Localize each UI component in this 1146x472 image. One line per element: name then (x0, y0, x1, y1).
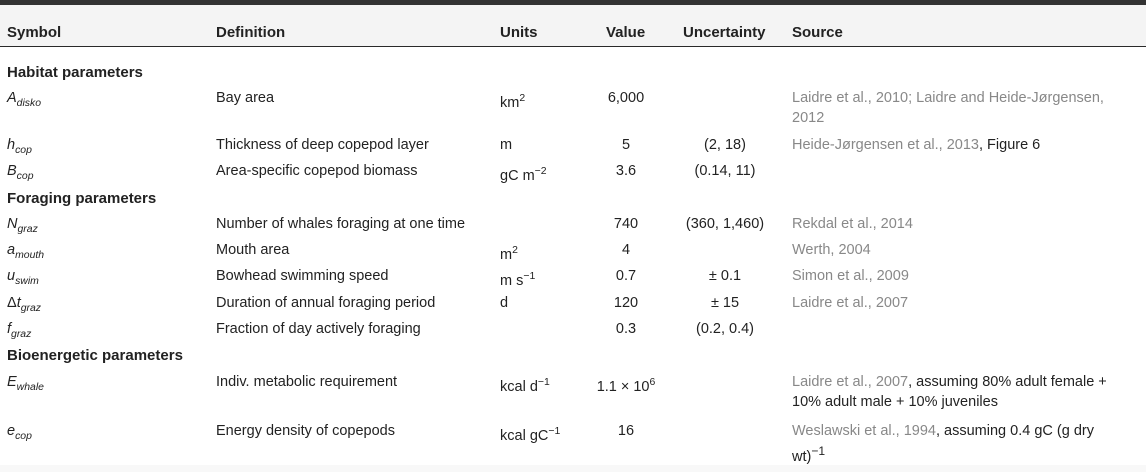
source-citation: Rekdal et al., 2014 (792, 216, 913, 232)
units-superscript: −1 (537, 377, 550, 388)
symbol-subscript: graz (11, 328, 32, 340)
bottom-strip (0, 465, 1146, 472)
source-continuation: 10% adult male + 10% juveniles (792, 394, 998, 410)
section-foraging-parameters: Foraging parameters (7, 190, 157, 207)
symbol-base: e (7, 423, 16, 439)
value-text: 5 (621, 137, 631, 153)
units-cell (500, 88, 525, 114)
source-continuation: 2012 (792, 110, 825, 126)
value-text: 4 (621, 242, 631, 258)
source-citation: Werth, 2004 (792, 242, 871, 258)
symbol-cell (7, 135, 32, 161)
source-citation: Simon et al., 2009 (792, 268, 909, 284)
units-cell (500, 135, 512, 156)
value-cell (566, 88, 686, 109)
source-note: , assuming 0.4 gC (g dry (936, 423, 1094, 439)
definition-cell: Indiv. metabolic requirement (216, 374, 398, 390)
symbol-subscript: graz (17, 223, 38, 235)
symbol-cell (7, 421, 32, 447)
source-cell-line2 (792, 441, 825, 468)
symbol-cell (7, 372, 44, 398)
value-text: 1.1 × 10 (596, 378, 650, 395)
definition-cell: Energy density of copepods (216, 423, 395, 439)
section-bioenergetic-parameters: Bioenergetic parameters (7, 347, 183, 364)
symbol-subscript: graz (20, 302, 42, 314)
header-units: Units (500, 24, 538, 41)
symbol-base: N (7, 216, 18, 232)
units-superscript: −1 (523, 271, 536, 282)
source-cell (792, 240, 871, 261)
uncertainty-cell: (360, 1,460) (685, 216, 765, 232)
units-superscript: −1 (548, 426, 561, 437)
units-text: km (500, 94, 520, 111)
uncertainty-cell: (0.2, 0.4) (695, 321, 755, 337)
definition-cell: Area-specific copepod biomass (216, 163, 418, 179)
source-note: , assuming 80% adult female + (908, 374, 1107, 390)
definition-cell: Bowhead swimming speed (216, 268, 389, 284)
symbol-cell (7, 161, 34, 187)
symbol-base: B (7, 163, 17, 179)
symbol-base: h (7, 137, 16, 153)
symbol-subscript: disko (16, 97, 42, 109)
symbol-prefix: Δ (7, 295, 17, 311)
units-text: gC m (500, 167, 535, 184)
symbol-subscript: mouth (15, 249, 45, 261)
definition-cell: Thickness of deep copepod layer (216, 137, 429, 153)
definition-cell: Mouth area (216, 242, 290, 258)
source-citation: Heide-Jørgensen et al., 2013 (792, 137, 979, 153)
source-continuation: wt) (792, 448, 812, 465)
header-source: Source (792, 24, 843, 41)
source-cell-line2 (792, 108, 824, 129)
symbol-subscript: swim (15, 275, 39, 287)
units-cell (500, 421, 560, 447)
symbol-subscript: whale (16, 381, 44, 393)
symbol-subscript: cop (16, 170, 34, 182)
value-text: 16 (617, 423, 635, 439)
symbol-subscript: cop (15, 144, 32, 156)
header-symbol: Symbol (7, 24, 62, 41)
symbol-cell (7, 319, 31, 345)
header-value: Value (606, 24, 646, 41)
value-text: 740 (613, 216, 639, 232)
header-uncertainty: Uncertainty (683, 24, 766, 41)
uncertainty-cell: (0.14, 11) (694, 163, 756, 179)
value-cell (566, 372, 686, 398)
units-text: kcal gC (500, 427, 549, 444)
value-text: 120 (613, 295, 639, 311)
symbol-base: t (16, 295, 21, 311)
source-superscript: −1 (811, 444, 826, 458)
value-text: 0.3 (615, 321, 637, 337)
units-text: kcal d (500, 378, 538, 395)
units-superscript: −2 (534, 166, 547, 177)
source-cell (792, 266, 909, 287)
symbol-cell (7, 266, 39, 292)
symbol-cell (7, 88, 41, 114)
definition-cell: Fraction of day actively foraging (216, 321, 421, 337)
value-superscript: 6 (649, 377, 656, 388)
source-cell (792, 421, 1094, 442)
source-note: , Figure 6 (979, 137, 1041, 153)
value-text: 6,000 (607, 90, 645, 106)
symbol-base: E (7, 374, 17, 390)
units-cell (500, 293, 508, 314)
uncertainty-cell: (2, 18) (704, 137, 746, 153)
units-cell (500, 240, 518, 266)
source-cell (792, 293, 908, 314)
uncertainty-cell: ± 15 (710, 295, 740, 311)
symbol-base: f (7, 321, 12, 337)
units-cell (500, 161, 547, 187)
units-text: m s (500, 272, 524, 289)
units-text: m (500, 246, 513, 263)
source-cell (792, 214, 913, 235)
value-text: 3.6 (615, 163, 637, 179)
source-cell (792, 135, 1040, 156)
definition-cell: Bay area (216, 90, 275, 106)
source-citation: Weslawski et al., 1994 (792, 423, 936, 439)
source-citation: Laidre et al., 2007 (792, 374, 909, 390)
units-text: m (500, 137, 513, 153)
symbol-base: a (7, 242, 16, 258)
value-text: 0.7 (615, 268, 637, 284)
units-superscript: 2 (519, 93, 526, 104)
table-header-row (0, 5, 1146, 47)
source-cell-line2 (792, 392, 998, 413)
symbol-base: A (7, 90, 17, 106)
source-citation: Laidre et al., 2010; Laidre and Heide-Jørgensen, (792, 90, 1104, 106)
units-superscript: 2 (512, 245, 518, 256)
symbol-cell (7, 214, 38, 240)
value-cell (566, 421, 686, 442)
units-text: d (500, 295, 509, 311)
units-cell (500, 372, 550, 398)
source-cell (792, 372, 1107, 393)
units-cell (500, 266, 535, 292)
source-cell (792, 88, 1104, 109)
symbol-subscript: cop (15, 430, 32, 442)
definition-cell: Duration of annual foraging period (216, 295, 436, 311)
symbol-base: u (7, 268, 16, 284)
value-cell (566, 240, 686, 261)
symbol-cell (7, 293, 41, 319)
definition-cell: Number of whales foraging at one time (216, 216, 466, 232)
symbol-cell (7, 240, 44, 266)
uncertainty-cell: ± 0.1 (708, 268, 742, 284)
header-definition: Definition (216, 24, 286, 41)
source-citation: Laidre et al., 2007 (792, 295, 909, 311)
section-habitat-parameters: Habitat parameters (7, 64, 143, 81)
